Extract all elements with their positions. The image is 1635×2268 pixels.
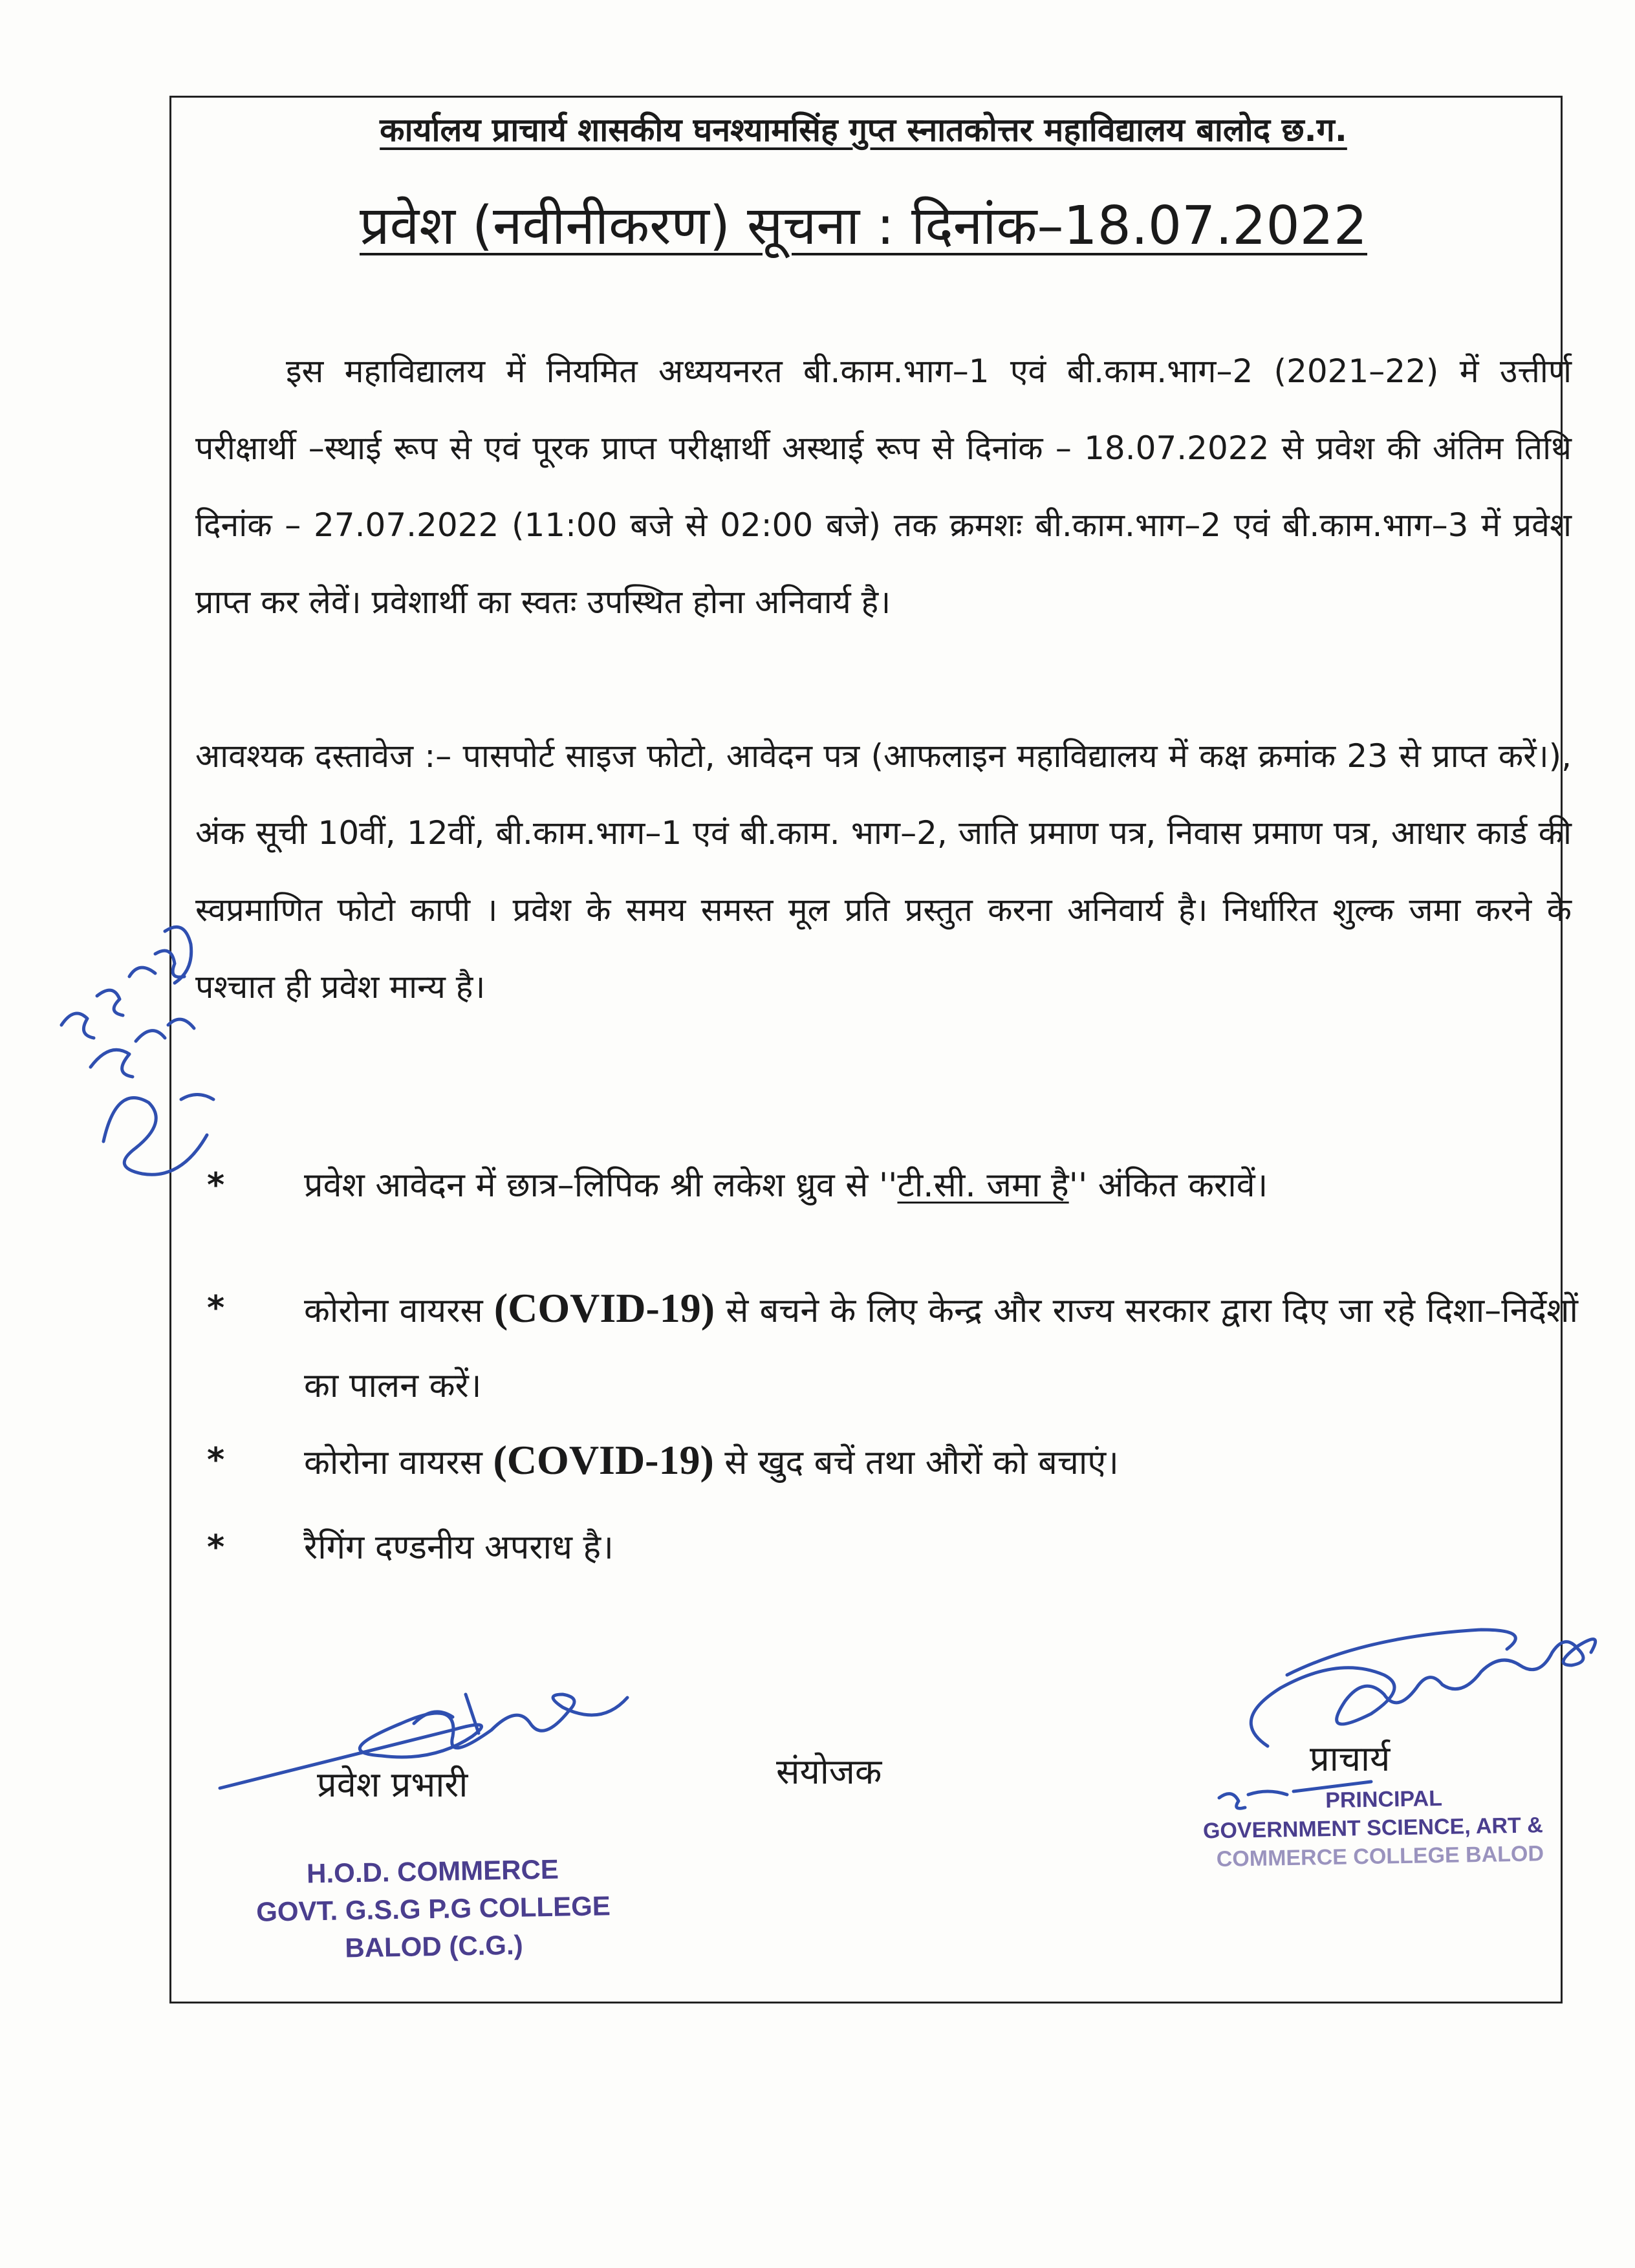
margin-note-signature <box>61 927 213 1174</box>
bullet-marker: * <box>207 1441 225 1480</box>
stamp-right-line-3: COMMERCE COLLEGE BALOD <box>1216 1841 1544 1872</box>
bullet-2-covid: (COVID-19) <box>493 1285 715 1331</box>
bullet-4-text: रैगिंग दण्डनीय अपराध है। <box>304 1528 614 1567</box>
bullet-3-covid: (COVID-19) <box>493 1437 714 1483</box>
signatory-admission-incharge: प्रवेश प्रभारी <box>317 1764 468 1805</box>
bullet-1-underlined: टी.सी. जमा है <box>897 1166 1069 1205</box>
stamp-right-line-2: GOVERNMENT SCIENCE, ART & <box>1202 1813 1544 1844</box>
signatory-principal: प्राचार्य <box>1310 1738 1391 1779</box>
principal-signature <box>1219 1630 1596 1808</box>
notice-title: प्रवेश (नवीनीकरण) सूचना : दिनांक–18.07.2022 <box>359 195 1368 257</box>
paragraph-1-text: इस महाविद्यालय में नियमित अध्ययनरत बी.काम.भाग–1 एवं बी.काम.भाग–2 (2021–22) में उत्तीर्ण परीक्षार्थी –स्थाई रूप से एवं पूरक प्राप्त परीक्षार्थी अस्थाई रूप से दिनांक – 18.07.2022 से प्रवेश की अंतिम तिथि दिनांक – 27.07.2022 (11:00 बजे से 02:00 बजे) तक क्रमशः बी.काम.भाग–2 एवं बी.काम.भाग–3 में प्रवेश प्राप्त कर लेवें। प्रवेशार्थी का स्वतः उपस्थित होना अनिवार्य है। <box>195 352 1572 621</box>
hod-commerce-stamp <box>219 1849 648 1969</box>
stamp-left-line-2: GOVT. G.S.G P.G COLLEGE <box>255 1890 611 1927</box>
principal-stamp <box>1202 1782 1605 1874</box>
bullet-1-before: प्रवेश आवेदन में छात्र–लिपिक श्री लकेश ध्रुव से '' <box>304 1166 898 1205</box>
stamp-left-line-3: BALOD (C.G.) <box>344 1929 524 1963</box>
bullet-marker: * <box>207 1528 225 1567</box>
bullet-marker: * <box>207 1289 225 1328</box>
stamp-right-line-1: PRINCIPAL <box>1325 1786 1443 1813</box>
stamp-left-line-1: H.O.D. COMMERCE <box>306 1853 559 1889</box>
bullet-2-before: कोरोना वायरस <box>304 1291 494 1330</box>
bullet-3-after: से खुद बचें तथा औरों को बचाएं। <box>713 1443 1119 1482</box>
office-header: कार्यालय प्राचार्य शासकीय घनश्यामसिंह गुप्त स्नातकोत्तर महाविद्यालय बालोद छ.ग. <box>380 111 1347 149</box>
signatory-convener: संयोजक <box>776 1751 882 1792</box>
bullet-3-before: कोरोना वायरस <box>304 1443 493 1482</box>
bullet-2-after: से बचने के लिए केन्द्र और राज्य सरकार द्वारा दिए जा रहे दिशा–निर्देशों का पालन करें। <box>304 1291 1578 1405</box>
bullet-marker: * <box>207 1166 225 1205</box>
bullet-1-after: '' अंकित करावें। <box>1068 1166 1268 1205</box>
paragraph-required-documents: आवश्यक दस्तावेज :– पासपोर्ट साइज फोटो, आवेदन पत्र (आफलाइन महाविद्यालय में कक्ष क्रमांक 23 से प्राप्त करें।), अंक सूची 10वीं, 12वीं, बी.काम.भाग–1 एवं बी.काम. भाग–2, जाति प्रमाण पत्र, निवास प्रमाण पत्र, आधार कार्ड की स्वप्रमाणित फोटो कापी । प्रवेश के समय समस्त मूल प्रति प्रस्तुत करना अनिवार्य है। निर्धारित शुल्क जमा करने के पश्चात ही प्रवेश मान्य है। <box>195 737 1572 1006</box>
